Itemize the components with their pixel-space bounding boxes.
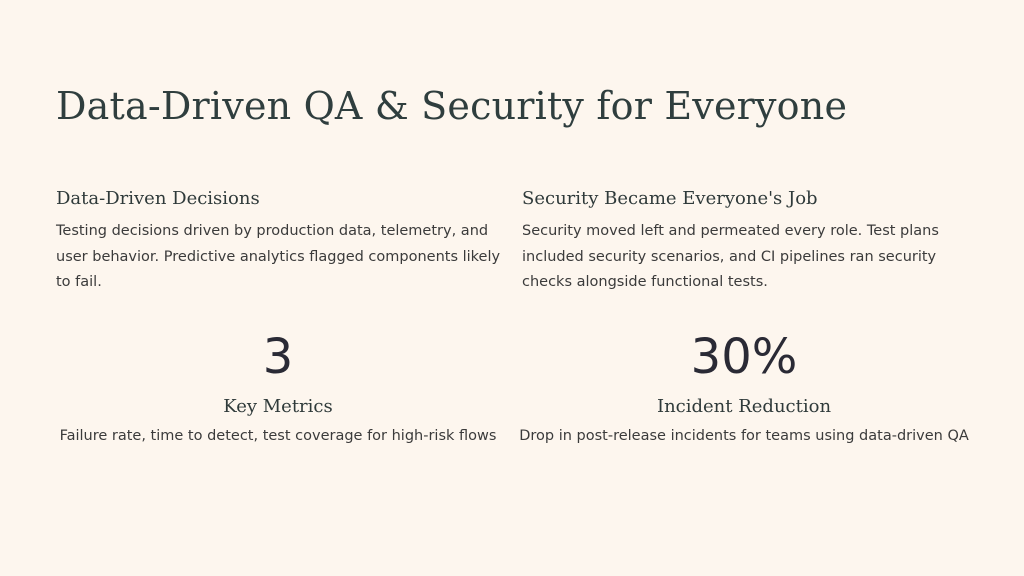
- stat-description: Failure rate, time to detect, test coverage for high-risk flows: [59, 428, 497, 444]
- stat-key-metrics: [48, 330, 508, 444]
- stat-value: 30%: [690, 329, 798, 385]
- slide-title: Data-Driven QA & Security for Everyone: [56, 84, 848, 128]
- stat-value: 3: [262, 329, 294, 385]
- section-heading: Data-Driven Decisions: [56, 188, 260, 209]
- stat-label: Key Metrics: [223, 396, 333, 417]
- stat-label: Incident Reduction: [656, 396, 832, 417]
- stat-description: Drop in post-release incidents for teams using data-driven QA: [519, 428, 969, 444]
- section-data-driven-decisions: [56, 188, 506, 296]
- section-security-everyones-job: [522, 188, 972, 296]
- section-heading: Security Became Everyone's Job: [522, 188, 818, 209]
- section-body: Testing decisions driven by production data, telemetry, and user behavior. Predictive analytics flagged components likely to fail.: [56, 223, 501, 290]
- section-body: Security moved left and permeated every role. Test plans included security scenarios, and CI pipelines ran security checks alongside functional tests.: [522, 223, 939, 290]
- stat-incident-reduction: [514, 330, 974, 444]
